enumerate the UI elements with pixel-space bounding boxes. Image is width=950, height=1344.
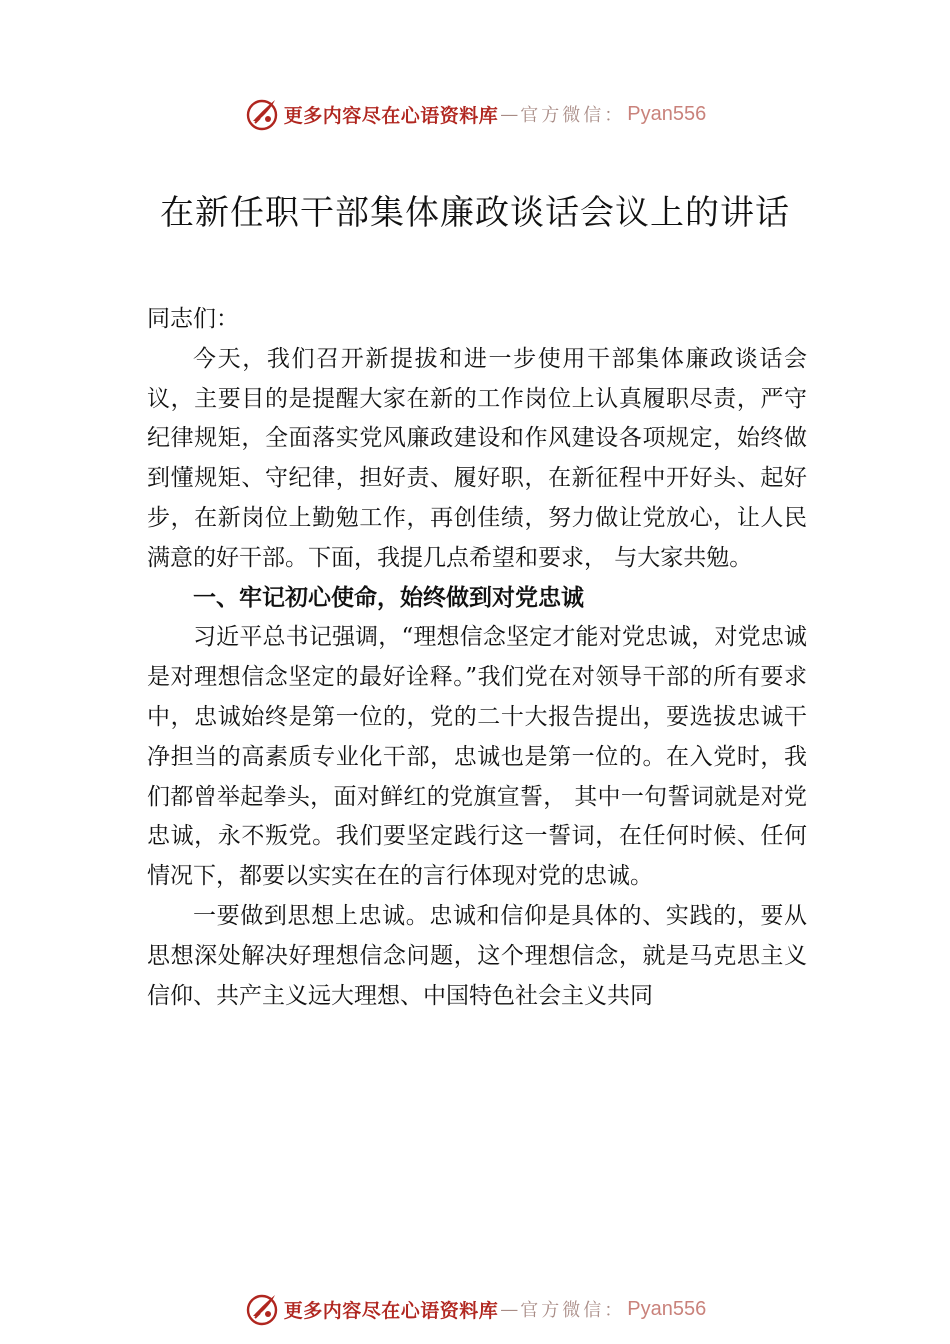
section-1-paragraph-2: 一要做到思想上忠诚。忠诚和信仰是具体的、实践的，要从思想深处解决好理想信念问题，这个理想信念，就是马克思主义信仰、共产主义远大理想、中国特色社会主义共同 <box>147 902 807 1009</box>
watermark-wechat-label: 官方微信： <box>520 105 626 126</box>
intro-paragraph: 今天，我们召开新提拔和进一步使用干部集体廉政谈话会议，主要目的是提醒大家在新的工作岗位上认真履职尽责，严守纪律规矩，全面落实党风廉政建设和作风建设各项规定，始终做到懂规矩、守纪律，担好责、履好职，在新征程中开好头、起好步，在新岗位上勤勉工作，再创佳绩，努力做让党放心，让人民满意的好干部。下面，我提几点希望和要求， 与大家共勉。 <box>147 345 807 571</box>
watermark-dash: — <box>500 103 519 125</box>
watermark-footer <box>0 1289 950 1329</box>
watermark-wechat-label: 官方微信： <box>520 1300 626 1321</box>
salutation: 同志们： <box>147 306 239 332</box>
quill-logo-icon <box>244 1291 280 1327</box>
section-1-paragraph-1: 习近平总书记强调，“理想信念坚定才能对党忠诚，对党忠诚是对理想信念坚定的最好诠释。”我们党在对领导干部的所有要求中，忠诚始终是第一位的，党的二十大报告提出，要选拔忠诚干净担当的高素质专业化干部，忠诚也是第一位的。在入党时，我们都曾举起拳头，面对鲜红的党旗宣誓， 其中一句誓词就是对党忠诚，永不叛党。我们要坚定践行这一誓词，在任何时候、任何情况下，都要以实实在在的言行体现对党的忠诚。 <box>147 624 807 890</box>
quill-logo-icon <box>244 96 280 132</box>
document-title: 在新任职干部集体廉政谈话会议上的讲话 <box>160 193 790 233</box>
section-heading-1: 一、牢记初心使命，始终做到对党忠诚 <box>193 584 584 611</box>
watermark-dash: — <box>500 1298 519 1320</box>
document-body <box>147 300 807 1016</box>
watermark-wechat-id: Pyan556 <box>627 102 707 125</box>
watermark-brand-text: 更多内容尽在心语资料库 <box>283 104 499 127</box>
watermark-brand-text: 更多内容尽在心语资料库 <box>283 1299 499 1322</box>
watermark-wechat-id: Pyan556 <box>627 1297 707 1320</box>
watermark-header <box>0 94 950 134</box>
